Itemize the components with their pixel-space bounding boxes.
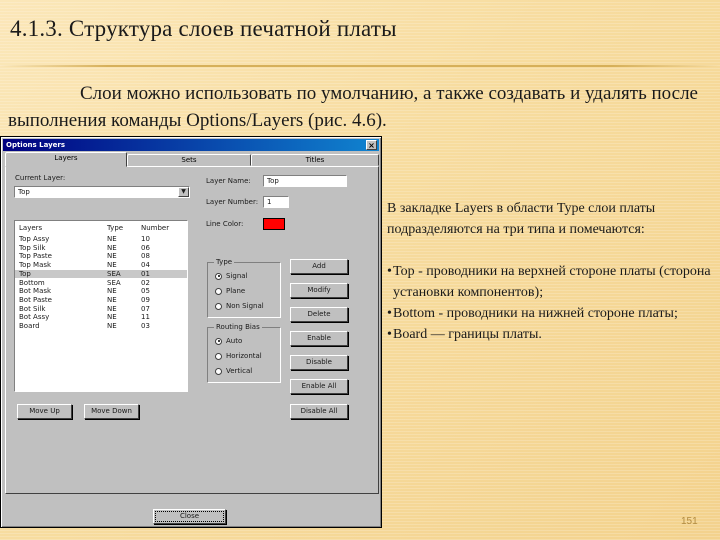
layer-name-cell: Bot Paste — [19, 295, 52, 304]
table-row[interactable] — [15, 279, 187, 288]
layer-type-cell: NE — [107, 252, 117, 261]
layer-name-cell: Bot Mask — [19, 287, 52, 296]
radio-icon — [215, 368, 222, 375]
table-row[interactable] — [15, 287, 187, 296]
chevron-down-icon[interactable]: ▼ — [178, 187, 189, 197]
layer-number-cell: 01 — [141, 269, 150, 278]
layer-type-cell: NE — [107, 304, 117, 313]
layer-name-cell: Bot Assy — [19, 313, 50, 322]
note-bullet-board: • Board — границы платы. — [387, 324, 715, 345]
layer-number-cell: 03 — [141, 322, 150, 330]
layer-type-cell: SEA — [107, 269, 121, 278]
layers-table[interactable] — [14, 220, 188, 392]
table-row[interactable] — [15, 313, 187, 322]
radio-icon — [215, 338, 222, 345]
layer-name-field[interactable]: Top — [263, 175, 347, 187]
tab-sets[interactable]: Sets — [127, 154, 251, 166]
note-bullet-list — [387, 261, 715, 345]
layer-type-cell: SEA — [107, 278, 121, 287]
layer-number-cell: 07 — [141, 304, 150, 313]
close-button[interactable]: Close — [153, 509, 226, 524]
radio-icon — [215, 273, 222, 280]
layer-name-cell: Bottom — [19, 278, 45, 287]
title-divider — [0, 65, 720, 67]
column-header-layers[interactable]: Layers — [19, 224, 43, 232]
layer-name-cell: Top Silk — [19, 243, 46, 252]
dialog-title: Options Layers — [6, 141, 66, 149]
radio-non-signal[interactable]: Non Signal — [215, 302, 264, 311]
intro-paragraph: Слои можно использовать по умолчанию, а также создавать и удалять после выполнения команды Options/Layers (рис. 4.6). — [8, 83, 698, 131]
move-up-button[interactable]: Move Up — [17, 404, 72, 419]
layer-number-cell: 05 — [141, 287, 150, 296]
table-row[interactable] — [15, 296, 187, 305]
note-bullet-top: • Top - проводники на верхней стороне платы (сторона установки компонентов); — [387, 261, 715, 303]
tab-layers[interactable]: Layers — [5, 152, 127, 167]
layer-type-cell: NE — [107, 287, 117, 296]
table-row[interactable] — [15, 261, 187, 270]
layer-name-cell: Top — [19, 269, 31, 278]
layer-number-label: Layer Number: — [206, 198, 259, 206]
layer-name-label: Layer Name: — [206, 177, 251, 185]
line-color-swatch[interactable] — [263, 218, 285, 230]
layer-number-cell: 06 — [141, 243, 150, 252]
layer-number-cell: 04 — [141, 261, 150, 270]
current-layer-label: Current Layer: — [15, 174, 66, 182]
layer-number-cell: 08 — [141, 252, 150, 261]
radio-vertical[interactable]: Vertical — [215, 367, 252, 376]
tab-titles[interactable]: Titles — [251, 154, 379, 166]
table-row[interactable] — [15, 305, 187, 314]
layer-type-cell: NE — [107, 295, 117, 304]
column-header-number[interactable]: Number — [141, 224, 170, 232]
disable-button[interactable]: Disable — [290, 355, 348, 370]
layer-number-cell: 10 — [141, 235, 150, 243]
slide-title: 4.1.3. Структура слоев печатной платы — [10, 16, 397, 41]
layer-type-cell: NE — [107, 243, 117, 252]
layer-name-cell: Top Mask — [19, 261, 52, 270]
layer-number-cell: 02 — [141, 278, 150, 287]
radio-horizontal[interactable]: Horizontal — [215, 352, 262, 361]
type-group-title: Type — [216, 258, 233, 266]
column-header-type[interactable]: Type — [107, 224, 124, 232]
current-layer-value: Top — [18, 188, 30, 196]
radio-signal[interactable]: Signal — [215, 272, 248, 281]
table-row[interactable] — [15, 252, 187, 261]
layer-type-cell: NE — [107, 261, 117, 270]
enable-button[interactable]: Enable — [290, 331, 348, 346]
table-row[interactable] — [15, 235, 187, 244]
layer-name-cell: Top Paste — [19, 252, 52, 261]
modify-button[interactable]: Modify — [290, 283, 348, 298]
layer-type-cell: NE — [107, 313, 117, 322]
move-down-button[interactable]: Move Down — [84, 404, 139, 419]
table-header — [15, 224, 187, 233]
radio-icon — [215, 303, 222, 310]
layer-number-field[interactable]: 1 — [263, 196, 289, 208]
delete-button[interactable]: Delete — [290, 307, 348, 322]
routing-bias-group — [207, 323, 281, 383]
table-row[interactable] — [15, 244, 187, 253]
radio-icon — [215, 288, 222, 295]
current-layer-select[interactable] — [14, 186, 190, 198]
radio-auto[interactable]: Auto — [215, 337, 242, 346]
layer-number-cell: 09 — [141, 295, 150, 304]
layer-name-cell: Bot Silk — [19, 304, 46, 313]
layer-name-cell: Board — [19, 322, 40, 330]
enable-all-button[interactable]: Enable All — [290, 379, 348, 394]
layer-name-cell: Top Assy — [19, 235, 50, 243]
layer-type-cell: NE — [107, 322, 117, 330]
add-button[interactable]: Add — [290, 259, 348, 274]
dialog-titlebar — [3, 139, 379, 151]
page-number: 151 — [681, 516, 698, 527]
note-bullet-bottom: • Bottom - проводники на нижней стороне платы; — [387, 303, 715, 324]
layer-type-cell: NE — [107, 235, 117, 243]
radio-plane[interactable]: Plane — [215, 287, 245, 296]
table-row[interactable] — [15, 322, 187, 331]
note-intro: В закладке Layers в области Type слои платы подразделяются на три типа и помечаются: — [387, 201, 656, 237]
close-icon[interactable]: × — [366, 140, 377, 150]
layer-number-cell: 11 — [141, 313, 150, 322]
radio-icon — [215, 353, 222, 360]
note-text — [387, 198, 715, 345]
table-row[interactable] — [15, 270, 187, 279]
disable-all-button[interactable]: Disable All — [290, 404, 348, 419]
line-color-label: Line Color: — [206, 220, 244, 228]
type-group — [207, 258, 281, 318]
routing-group-title: Routing Bias — [216, 323, 260, 331]
